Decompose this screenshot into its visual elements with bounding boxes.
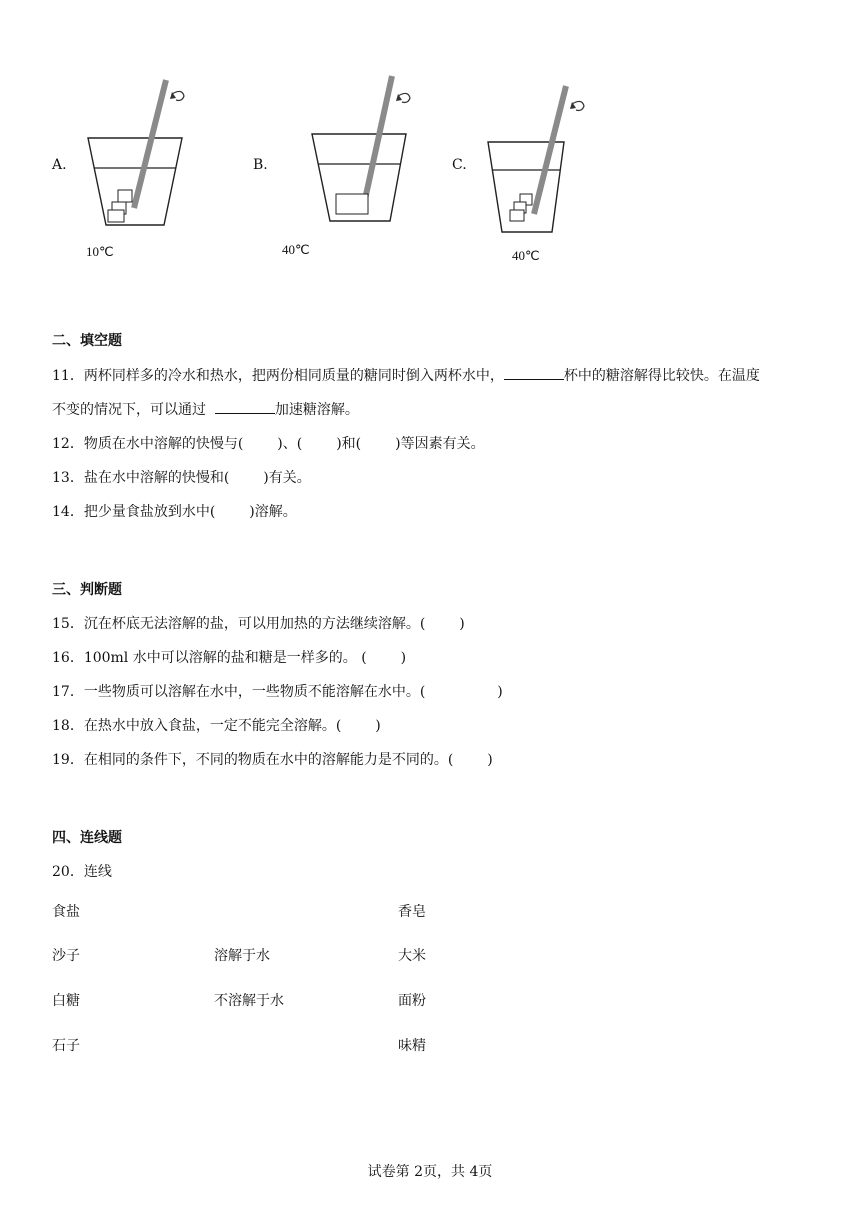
q12-text-a: 12．物质在水中溶解的快慢与( [52,436,244,452]
cup-with-sugar-block-hot [312,76,422,226]
q11-text-d: 加速糖溶解。 [274,402,359,418]
q12-text-b: )、( [277,436,303,452]
cup-with-sugar-cubes-cold [86,80,196,230]
q16-text-b: ) [400,650,407,666]
question-16 [52,647,406,667]
question-11-line-2 [52,399,359,419]
q11-text-a: 11．两杯同样多的冷水和热水，把两份相同质量的糖同时倒入两杯水中， [52,368,504,384]
question-19 [52,749,493,769]
q13-text-a: 13．盐在水中溶解的快慢和( [52,470,230,486]
match-middle-item[interactable]: 溶解于水 [214,948,270,964]
question-15 [52,613,465,633]
question-20: 20．连线 [52,864,112,880]
match-left-item[interactable]: 沙子 [52,948,80,964]
q18-text-a: 18．在热水中放入食盐，一定不能完全溶解。( [52,718,342,734]
question-14 [52,501,297,521]
option-label-a: A. [52,157,67,173]
match-left-item[interactable]: 石子 [52,1038,80,1054]
q12-text-c: )和( [336,436,362,452]
section-title-judge: 三、判断题 [52,582,122,598]
match-right-item[interactable]: 大米 [398,948,426,964]
q15-text-a: 15．沉在杯底无法溶解的盐，可以用加热的方法继续溶解。( [52,616,426,632]
q11-text-c: 不变的情况下，可以通过 [52,402,206,418]
section-title-fill: 二、填空题 [52,333,122,349]
q19-text-a: 19．在相同的条件下，不同的物质在水中的溶解能力是不同的。( [52,752,454,768]
match-right-item[interactable]: 面粉 [398,993,426,1009]
temperature-label-c: 40℃ [512,248,540,263]
option-label-c: C. [452,157,467,173]
q11-blank-1[interactable] [504,367,564,380]
q17-text-a: 17．一些物质可以溶解在水中，一些物质不能溶解在水中。( [52,684,426,700]
match-middle-item[interactable]: 不溶解于水 [214,993,284,1009]
match-right-item[interactable]: 味精 [398,1038,426,1054]
temperature-label-a: 10℃ [86,244,114,259]
question-18 [52,715,381,735]
q13-text-b: )有关。 [263,470,311,486]
q19-text-b: ) [487,752,493,768]
q11-text-b: 杯中的糖溶解得比较快。在温度 [563,368,760,384]
temperature-label-b: 40℃ [282,242,310,257]
q14-text-b: )溶解。 [249,504,297,520]
match-left-item[interactable]: 食盐 [52,904,80,920]
page-footer: 试卷第 2页，共 4页 [367,1164,493,1180]
q16-text-a: 16．100ml 水中可以溶解的盐和糖是一样多的。 ( [52,650,367,666]
q12-text-d: )等因素有关。 [395,436,485,452]
question-12 [52,433,485,453]
q18-text-b: ) [375,718,381,734]
option-label-b: B. [253,157,268,173]
section-title-match: 四、连线题 [52,830,122,846]
question-13 [52,467,311,487]
q11-blank-2[interactable] [215,401,275,414]
q14-text-a: 14．把少量食盐放到水中( [52,504,216,520]
question-11-line-1 [52,365,760,385]
cup-with-sugar-cubes-hot [488,86,598,236]
match-right-item[interactable]: 香皂 [398,904,426,920]
q17-text-b: ) [497,684,503,700]
question-17 [52,681,503,701]
match-left-item[interactable]: 白糖 [52,993,80,1009]
q15-text-b: ) [459,616,465,632]
